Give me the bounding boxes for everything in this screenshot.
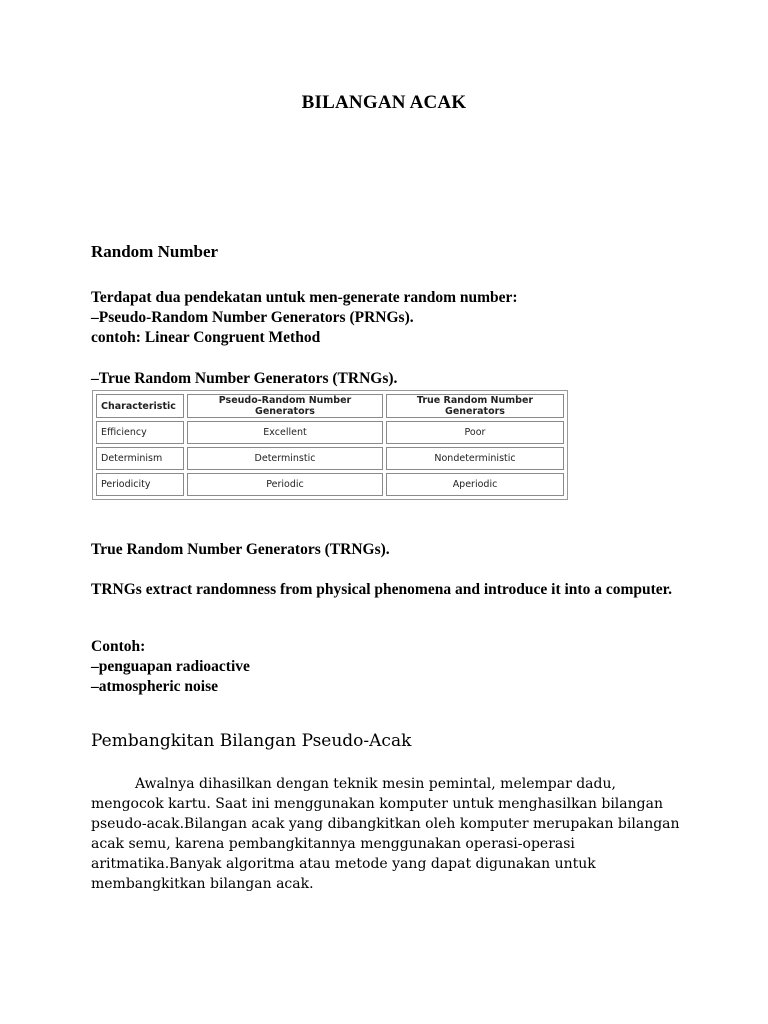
table-cell: Periodicity [96,473,184,496]
document-title: BILANGAN ACAK [301,92,467,113]
section-heading-pseudo-acak: Pembangkitan Bilangan Pseudo-Acak [91,731,412,751]
paragraph-line: membangkitkan bilangan acak. [91,876,314,892]
table-cell: Excellent [187,421,383,444]
table-header-cell: True Random Number Generators [386,394,564,418]
trng-heading: True Random Number Generators (TRNGs). [91,541,390,558]
examples-paragraph [91,637,250,697]
paragraph-line: mengocok kartu. Saat ini menggunakan komputer untuk menghasilkan bilangan [91,796,663,812]
intro-line: –Pseudo-Random Number Generators (PRNGs). [91,309,414,326]
examples-line: –atmospheric noise [91,678,219,695]
table-cell: Efficiency [96,421,184,444]
intro-paragraph [91,288,518,348]
examples-line: Contoh: [91,638,146,655]
trng-description: TRNGs extract randomness from physical phenomena and introduce it into a computer. [91,581,672,598]
table-row [96,473,564,496]
intro-line: Terdapat dua pendekatan untuk men-generate random number: [91,289,518,306]
table-row [96,447,564,470]
paragraph-line: pseudo-acak.Bilangan acak yang dibangkitkan oleh komputer merupakan bilangan [91,816,680,832]
trng-line: –True Random Number Generators (TRNGs). [91,370,398,387]
paragraph-line: acak semu, karena pembangkitannya menggunakan operasi-operasi [91,836,575,852]
table-cell: Aperiodic [386,473,564,496]
table-cell: Determinism [96,447,184,470]
table-header-cell: Characteristic [96,394,184,418]
table-cell: Periodic [187,473,383,496]
pseudo-acak-paragraph [91,774,691,894]
intro-line: contoh: Linear Congruent Method [91,329,321,346]
table-cell: Nondeterministic [386,447,564,470]
table-header-cell: Pseudo-Random Number Generators [187,394,383,418]
paragraph-line: Awalnya dihasilkan dengan teknik mesin pemintal, melempar dadu, [135,776,616,792]
table-header-row [96,394,564,418]
table-cell: Determinstic [187,447,383,470]
paragraph-line: aritmatika.Banyak algoritma atau metode yang dapat digunakan untuk [91,856,596,872]
generator-comparison-table [92,390,568,500]
table-row [96,421,564,444]
examples-line: –penguapan radioactive [91,658,250,675]
section-heading-random-number: Random Number [91,242,219,261]
table-cell: Poor [386,421,564,444]
